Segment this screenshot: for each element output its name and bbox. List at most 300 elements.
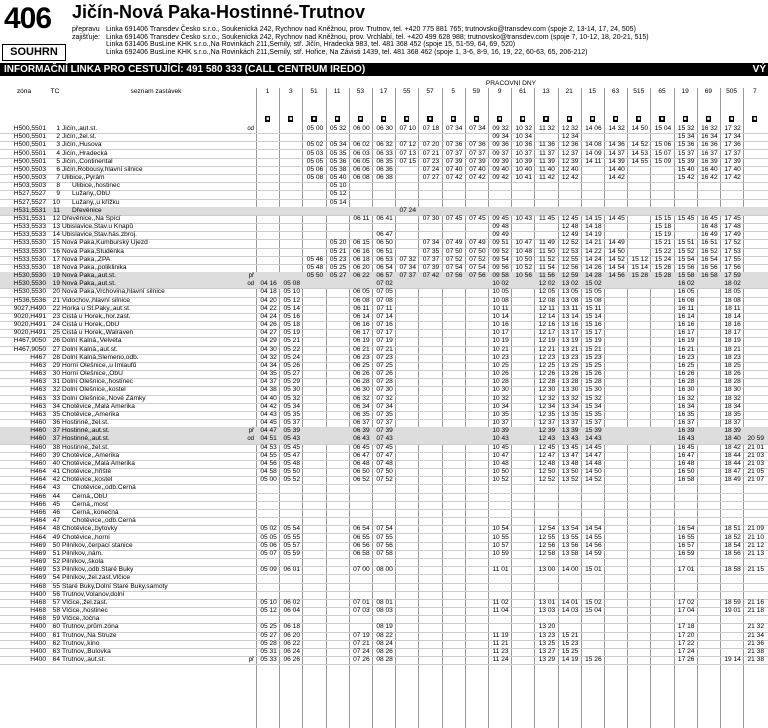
departure-time: 07 36 bbox=[445, 141, 463, 149]
departure-time: 05 39 bbox=[283, 427, 301, 435]
departure-time: 17 26 bbox=[677, 656, 695, 664]
stop-tc: 48 bbox=[52, 525, 60, 533]
stop-name: Hostinné,,aut.st. bbox=[62, 427, 110, 435]
departure-time: 15 26 bbox=[585, 370, 602, 378]
departure-time: 12 32 bbox=[538, 394, 556, 402]
departure-time: 14 54 bbox=[608, 263, 625, 271]
departure-time: 05 43 bbox=[283, 435, 301, 443]
departure-time: 06 39 bbox=[353, 427, 370, 435]
departure-time: 10 32 bbox=[492, 394, 509, 402]
departure-time: 13 48 bbox=[561, 459, 579, 467]
departure-time: 13 23 bbox=[538, 631, 556, 639]
departure-time: 13 58 bbox=[561, 549, 579, 557]
stop-name: Jičín,Robousy,hlavní silnice bbox=[62, 165, 143, 173]
stop-name: Černá,,ObÚ bbox=[72, 492, 108, 500]
stop-name: Hostinné,,žel.st. bbox=[62, 419, 109, 427]
departure-time: 06 50 bbox=[376, 239, 393, 247]
departure-time: 07 43 bbox=[376, 435, 393, 443]
departure-time: 15 08 bbox=[585, 296, 602, 304]
stop-name: Pilníkov,,škola bbox=[62, 558, 104, 565]
departure-time: 12 45 bbox=[561, 214, 579, 222]
departure-time: 18 52 bbox=[724, 533, 741, 541]
departure-time: 07 45 bbox=[376, 443, 393, 451]
stop-zone: H500,5501 bbox=[13, 149, 46, 157]
stop-name: Čistá u Horek,,ObÚ bbox=[62, 321, 120, 329]
departure-time: 10 59 bbox=[492, 549, 509, 557]
departure-time: 14 11 bbox=[585, 157, 602, 165]
departure-time: 17 18 bbox=[677, 623, 695, 631]
departure-time: 05 05 bbox=[260, 533, 277, 541]
stop-tc: 2 bbox=[56, 133, 60, 141]
departure-time: 04 47 bbox=[260, 427, 277, 435]
departure-time: 07 25 bbox=[376, 361, 393, 369]
departure-time: 07 39 bbox=[469, 157, 486, 165]
departure-time: 13 39 bbox=[561, 427, 579, 435]
departure-time: 08 00 bbox=[376, 566, 393, 574]
departure-time: 09 56 bbox=[492, 263, 509, 271]
stop-name: Chotěvice,,Amerika bbox=[62, 451, 120, 459]
departure-time: 15 51 bbox=[677, 239, 695, 247]
stop-zone: H460 bbox=[30, 435, 46, 443]
departure-time: 18 16 bbox=[724, 321, 741, 329]
departure-time: 17 24 bbox=[677, 647, 695, 655]
stop-zone: H467 bbox=[30, 353, 46, 361]
departure-time: 10 17 bbox=[492, 329, 509, 337]
stop-name: Hostinné,,aut.st. bbox=[62, 435, 110, 443]
stop-name: Nová Paka,Vrchovina,hlavní silnice bbox=[62, 288, 165, 296]
departure-time: 14 03 bbox=[561, 607, 579, 615]
departure-time: 06 08 bbox=[353, 296, 370, 304]
arrival-departure-mark: od bbox=[247, 436, 254, 443]
departure-time: 07 13 bbox=[399, 149, 417, 157]
departure-time: 10 40 bbox=[515, 165, 533, 173]
departure-time: 04 37 bbox=[260, 378, 277, 386]
departure-time: 14 56 bbox=[585, 541, 602, 549]
departure-time: 11 02 bbox=[492, 598, 509, 606]
departure-time: 11 42 bbox=[538, 174, 555, 182]
operating-days-badge: ■ bbox=[730, 116, 734, 122]
departure-time: 14 56 bbox=[608, 272, 625, 280]
trip-number: 7 bbox=[752, 88, 757, 95]
trip-number: 17 bbox=[379, 88, 388, 95]
departure-time: 08 28 bbox=[376, 656, 393, 664]
stop-tc: 29 bbox=[52, 361, 60, 369]
departure-time: 18 21 bbox=[724, 345, 741, 353]
departure-time: 10 37 bbox=[515, 149, 533, 157]
departure-time: 16 34 bbox=[677, 402, 695, 410]
departure-time: 12 39 bbox=[561, 157, 579, 165]
stop-zone: H464 bbox=[30, 517, 46, 525]
departure-time: 07 02 bbox=[376, 280, 393, 288]
departure-time: 15 37 bbox=[677, 149, 695, 157]
departure-time: 06 32 bbox=[353, 394, 370, 402]
departure-time: 15 34 bbox=[585, 402, 602, 410]
departure-time: 10 47 bbox=[492, 451, 509, 459]
departure-time: 07 56 bbox=[376, 541, 393, 549]
departure-time: 12 08 bbox=[538, 296, 556, 304]
departure-time: 06 26 bbox=[353, 370, 370, 378]
stop-tc: 31 bbox=[52, 378, 60, 386]
stop-tc: 39 bbox=[52, 451, 60, 459]
summary-label: SOUHRN bbox=[2, 44, 66, 61]
departure-time: 10 55 bbox=[492, 533, 509, 541]
stop-name: Pilníkov,,odb.Staré Buky bbox=[62, 566, 134, 574]
departure-time: 14 21 bbox=[585, 239, 602, 247]
stop-tc: 4 bbox=[56, 149, 60, 157]
departure-time: 05 07 bbox=[260, 549, 277, 557]
departure-time: 18 19 bbox=[724, 337, 741, 345]
departure-time: 13 55 bbox=[561, 533, 579, 541]
timetable-header bbox=[0, 0, 768, 64]
departure-time: 07 34 bbox=[376, 402, 393, 410]
departure-time: 05 16 bbox=[283, 312, 301, 320]
departure-time: 21 34 bbox=[747, 631, 765, 639]
departure-time: 14 53 bbox=[631, 149, 649, 157]
departure-time: 12 43 bbox=[538, 435, 556, 443]
departure-time: 15 04 bbox=[654, 125, 672, 132]
departure-time: 11 52 bbox=[538, 255, 555, 263]
departure-time: 12 35 bbox=[538, 410, 556, 418]
operator-line: Linka 631406 BusLine KHK s.r.o.,Na Rovinkách 211,Semily, stř. Jičín, Hradecká 983, tel. 481 368 452 (spoje 15, 51-59, 64, 69, 520) bbox=[106, 41, 516, 49]
departure-time: 11 54 bbox=[538, 263, 555, 271]
departure-time: 07 03 bbox=[353, 607, 370, 615]
departure-time: 11 45 bbox=[538, 214, 555, 222]
stop-name: Trutnov,,Bulovka bbox=[62, 647, 111, 655]
departure-time: 13 16 bbox=[561, 321, 579, 329]
departure-time: 13 29 bbox=[538, 656, 556, 664]
trip-number: 69 bbox=[704, 88, 713, 95]
departure-time: 04 53 bbox=[260, 443, 277, 451]
departure-time: 06 14 bbox=[353, 312, 370, 320]
stop-zone: H500,5501 bbox=[13, 141, 46, 149]
stop-zone: H460 bbox=[30, 419, 46, 427]
stop-tc: 49 bbox=[52, 533, 60, 541]
departure-time: 07 52 bbox=[469, 255, 486, 263]
departure-time: 10 41 bbox=[515, 174, 533, 182]
departure-time: 14 06 bbox=[585, 125, 602, 132]
departure-time: 04 32 bbox=[260, 353, 277, 361]
departure-time: 15 26 bbox=[585, 656, 602, 664]
departure-time: 15 52 bbox=[677, 247, 695, 255]
stop-zone: H469 bbox=[30, 566, 46, 574]
departure-time: 10 50 bbox=[492, 468, 509, 476]
stop-name: Úlibice,,hostinec bbox=[72, 182, 121, 190]
departure-time: 12 49 bbox=[561, 231, 579, 239]
operating-days-badge: ■ bbox=[498, 116, 502, 122]
departure-time: 12 45 bbox=[538, 443, 556, 451]
departure-time: 06 47 bbox=[376, 231, 393, 239]
departure-time: 13 14 bbox=[561, 312, 579, 320]
departure-time: 14 52 bbox=[608, 255, 625, 263]
stop-name: Úbislavice,Stav.u Knapů bbox=[62, 223, 133, 231]
departure-time: 15 25 bbox=[585, 361, 602, 369]
stop-zone: H533,5530 bbox=[13, 239, 46, 247]
departure-time: 14 50 bbox=[608, 247, 625, 255]
departure-time: 13 25 bbox=[538, 639, 556, 647]
departure-time: 17 49 bbox=[724, 231, 741, 239]
departure-time: 05 22 bbox=[283, 345, 301, 353]
departure-time: 09 40 bbox=[492, 165, 509, 173]
stop-zone: H400 bbox=[30, 631, 46, 639]
departure-time: 11 39 bbox=[538, 157, 555, 165]
departure-time: 12 55 bbox=[561, 255, 579, 263]
departure-time: 12 30 bbox=[538, 386, 556, 394]
stop-tc: 21 bbox=[52, 296, 60, 304]
departure-time: 07 39 bbox=[376, 427, 393, 435]
stop-name: Horní Olešnice,,ObÚ bbox=[62, 370, 123, 378]
departure-time: 15 37 bbox=[585, 419, 602, 427]
departure-time: 06 21 bbox=[353, 345, 370, 353]
departure-time: 07 34 bbox=[469, 125, 486, 132]
departure-time: 05 35 bbox=[329, 149, 347, 157]
stop-name: Nová Paka,,poliklinika bbox=[62, 263, 127, 271]
stop-zone: H463 bbox=[30, 378, 46, 386]
departure-time: 10 57 bbox=[492, 541, 509, 549]
departure-time: 06 03 bbox=[353, 149, 370, 157]
departure-time: 07 58 bbox=[376, 549, 393, 557]
departure-time: 21 09 bbox=[747, 525, 765, 533]
departure-time: 07 34 bbox=[445, 125, 463, 132]
departure-time: 07 17 bbox=[376, 329, 393, 337]
departure-time: 15 25 bbox=[561, 647, 579, 655]
departure-time: 21 03 bbox=[747, 459, 765, 467]
stop-name: Jičín,,žel.st. bbox=[62, 133, 97, 141]
departure-time: 06 50 bbox=[353, 468, 370, 476]
departure-time: 07 16 bbox=[376, 321, 393, 329]
departure-time: 15 32 bbox=[677, 125, 695, 132]
departure-time: 14 37 bbox=[608, 149, 625, 157]
departure-time: 09 51 bbox=[492, 239, 509, 247]
departure-time: 13 02 bbox=[561, 280, 579, 288]
departure-time: 06 38 bbox=[376, 174, 393, 182]
stop-name: Pilníkov,,čerpací stanice bbox=[62, 541, 133, 549]
departure-time: 13 03 bbox=[538, 607, 556, 615]
col-stops-header: seznam zastávek bbox=[130, 88, 182, 95]
stop-name: Dolní Kalná,,aut.st. bbox=[62, 345, 118, 353]
departure-time: 04 29 bbox=[260, 337, 277, 345]
departure-time: 07 50 bbox=[376, 468, 393, 476]
departure-time: 05 08 bbox=[283, 280, 301, 288]
departure-time: 15 42 bbox=[677, 174, 695, 182]
trip-number: 11 bbox=[333, 88, 341, 95]
departure-time: 05 10 bbox=[283, 288, 301, 296]
departure-time: 06 20 bbox=[353, 263, 370, 271]
stop-zone: H400 bbox=[30, 647, 46, 655]
departure-time: 16 43 bbox=[677, 435, 695, 443]
operating-days-badge: ■ bbox=[614, 116, 618, 122]
departure-time: 16 47 bbox=[677, 451, 695, 459]
trip-number: 515 bbox=[633, 88, 645, 95]
departure-time: 15 14 bbox=[585, 312, 602, 320]
departure-time: 12 52 bbox=[538, 476, 556, 484]
departure-time: 20 59 bbox=[747, 435, 765, 443]
stop-zone: H400 bbox=[30, 639, 46, 647]
stop-tc: 53 bbox=[52, 566, 60, 574]
departure-time: 06 18 bbox=[353, 255, 370, 263]
departure-time: 07 24 bbox=[422, 165, 440, 173]
departure-time: 14 01 bbox=[561, 598, 579, 606]
departure-time: 13 25 bbox=[561, 361, 579, 369]
departure-time: 16 54 bbox=[701, 255, 718, 263]
departure-time: 13 56 bbox=[561, 541, 579, 549]
stop-zone: H527,5527 bbox=[13, 198, 46, 206]
stop-name: Nová Paka,,aut.st. bbox=[62, 272, 116, 280]
departure-time: 18 23 bbox=[724, 353, 741, 361]
stop-tc: 13 bbox=[52, 223, 60, 231]
stop-tc: 37 bbox=[52, 427, 60, 435]
stop-zone: H460 bbox=[30, 427, 46, 435]
departure-time: 07 21 bbox=[353, 639, 370, 647]
route-title: Jičín-Nová Paka-Hostinné-Trutnov bbox=[72, 2, 366, 22]
departure-time: 06 33 bbox=[376, 149, 393, 157]
operating-days-badge: ■ bbox=[660, 116, 664, 122]
departure-time: 10 52 bbox=[492, 476, 509, 484]
departure-time: 06 34 bbox=[353, 402, 370, 410]
departure-time: 13 47 bbox=[561, 451, 579, 459]
departure-time: 18 40 bbox=[724, 435, 741, 443]
departure-time: 07 39 bbox=[445, 157, 463, 165]
col-group-header: PRACOVNÍ DNY bbox=[485, 80, 537, 87]
stop-tc: 45 bbox=[52, 500, 60, 508]
departure-time: 17 40 bbox=[724, 165, 741, 173]
operator-line: Linka 692406 BusLine KHK s.r.o.,Na Rovinkách 211,Semily, stř. Hořice, Na Závisti 1439, tel. 481 368 462 (spoje 1, 3-6, 8-9, 16, 19, 22, 60-63, 65, 206-212) bbox=[106, 48, 588, 56]
stop-name: Chotěvice,,Malá Amerika bbox=[62, 402, 135, 410]
stop-name: Úlibice,,Pyrám bbox=[62, 174, 105, 182]
departure-time: 07 01 bbox=[353, 598, 370, 606]
departure-time: 05 19 bbox=[283, 329, 301, 337]
departure-time: 10 54 bbox=[492, 525, 509, 533]
departure-time: 15 12 bbox=[631, 255, 649, 263]
departure-time: 21 38 bbox=[747, 656, 765, 664]
departure-time: 21 13 bbox=[747, 549, 765, 557]
departure-time: 15 23 bbox=[585, 353, 602, 361]
stop-zone: H466 bbox=[30, 500, 46, 508]
departure-time: 05 08 bbox=[306, 174, 324, 182]
departure-time: 15 14 bbox=[631, 263, 649, 271]
stop-zone: H469 bbox=[30, 541, 46, 549]
departure-time: 13 43 bbox=[561, 435, 579, 443]
stop-tc: 35 bbox=[52, 410, 60, 418]
departure-time: 05 14 bbox=[283, 304, 301, 312]
departure-time: 14 55 bbox=[585, 533, 602, 541]
trip-number: 59 bbox=[472, 88, 481, 95]
departure-time: 05 23 bbox=[329, 255, 347, 263]
departure-time: 08 26 bbox=[376, 647, 393, 655]
departure-time: 07 52 bbox=[445, 255, 463, 263]
stop-tc: 8 bbox=[56, 182, 60, 190]
departure-time: 05 20 bbox=[329, 239, 347, 247]
departure-time: 07 36 bbox=[469, 141, 486, 149]
operating-days-badge: ■ bbox=[683, 116, 687, 122]
operating-days-badge: ■ bbox=[544, 116, 548, 122]
departure-time: 06 35 bbox=[376, 157, 393, 165]
stop-tc: 63 bbox=[52, 647, 60, 655]
stop-name: Černá,,konečná bbox=[72, 508, 119, 516]
departure-time: 07 26 bbox=[376, 370, 393, 378]
departure-time: 10 02 bbox=[492, 280, 509, 288]
stop-tc: 38 bbox=[52, 443, 60, 451]
stop-zone: H400 bbox=[30, 590, 46, 598]
stop-zone: H500,5503 bbox=[13, 165, 46, 173]
stop-name: Lužany,,u křížku bbox=[72, 198, 120, 206]
departure-time: 14 15 bbox=[585, 214, 602, 222]
departure-time: 05 45 bbox=[283, 443, 301, 451]
departure-time: 07 30 bbox=[422, 214, 440, 222]
departure-time: 05 32 bbox=[329, 125, 347, 132]
departure-time: 06 35 bbox=[353, 410, 370, 418]
operators-list bbox=[106, 26, 649, 56]
departure-time: 05 40 bbox=[329, 174, 347, 182]
departure-time: 21 18 bbox=[747, 607, 765, 615]
stop-tc: 51 bbox=[52, 549, 60, 557]
departure-time: 08 01 bbox=[376, 598, 393, 606]
stop-zone: H460 bbox=[30, 459, 46, 467]
departure-time: 06 22 bbox=[353, 272, 370, 280]
stop-zone: H468 bbox=[30, 598, 46, 606]
departure-time: 07 21 bbox=[376, 345, 393, 353]
departure-time: 06 48 bbox=[353, 459, 370, 467]
departure-time: 16 48 bbox=[677, 459, 695, 467]
trip-number: 55 bbox=[403, 88, 411, 95]
departure-time: 04 22 bbox=[260, 304, 277, 312]
departure-time: 17 56 bbox=[724, 263, 741, 271]
stop-zone: H463 bbox=[30, 402, 46, 410]
departure-time: 06 47 bbox=[353, 451, 370, 459]
departure-time: 14 36 bbox=[608, 141, 625, 149]
departure-time: 10 26 bbox=[492, 370, 509, 378]
departure-time: 05 34 bbox=[329, 141, 347, 149]
departure-time: 06 22 bbox=[283, 639, 301, 647]
departure-time: 05 46 bbox=[306, 255, 324, 263]
departure-time: 14 28 bbox=[585, 272, 602, 280]
departure-time: 05 06 bbox=[306, 165, 324, 173]
stop-zone: H466 bbox=[30, 508, 46, 516]
stop-zone: H463 bbox=[30, 361, 46, 369]
stop-name: Dolní Olešnice,,kostel bbox=[62, 386, 126, 394]
stop-tc: 61 bbox=[52, 631, 60, 639]
departure-time: 16 52 bbox=[701, 247, 718, 255]
departure-time: 09 54 bbox=[492, 255, 509, 263]
departure-time: 07 37 bbox=[469, 149, 486, 157]
departure-time: 15 09 bbox=[654, 157, 672, 165]
departure-time: 07 39 bbox=[422, 263, 440, 271]
departure-time: 07 24 bbox=[399, 206, 417, 214]
departure-time: 06 52 bbox=[353, 476, 370, 484]
stop-name: Pilníkov,,nám. bbox=[62, 549, 103, 557]
departure-time: 07 40 bbox=[469, 165, 486, 173]
departure-time: 15 15 bbox=[654, 214, 672, 222]
stop-zone: 9020,H491 bbox=[13, 321, 46, 329]
departure-time: 14 47 bbox=[585, 451, 602, 459]
departure-time: 05 12 bbox=[283, 296, 301, 304]
departure-time: 10 14 bbox=[492, 312, 509, 320]
stop-tc: 7 bbox=[56, 174, 60, 182]
departure-time: 16 37 bbox=[701, 149, 718, 157]
stop-zone: H530,5530 bbox=[13, 280, 46, 288]
departure-time: 10 47 bbox=[515, 239, 533, 247]
stop-tc: 1 bbox=[56, 125, 60, 132]
departure-time: 12 54 bbox=[538, 525, 556, 533]
departure-time: 07 26 bbox=[353, 656, 370, 664]
departure-time: 10 48 bbox=[515, 247, 533, 255]
departure-time: 04 40 bbox=[260, 394, 277, 402]
departure-time: 14 19 bbox=[585, 231, 602, 239]
departure-time: 16 23 bbox=[677, 353, 695, 361]
departure-time: 18 35 bbox=[724, 410, 741, 418]
departure-time: 13 37 bbox=[561, 419, 579, 427]
stop-name: Vidochov,,hlavní silnice bbox=[62, 296, 130, 304]
departure-time: 07 34 bbox=[399, 263, 417, 271]
